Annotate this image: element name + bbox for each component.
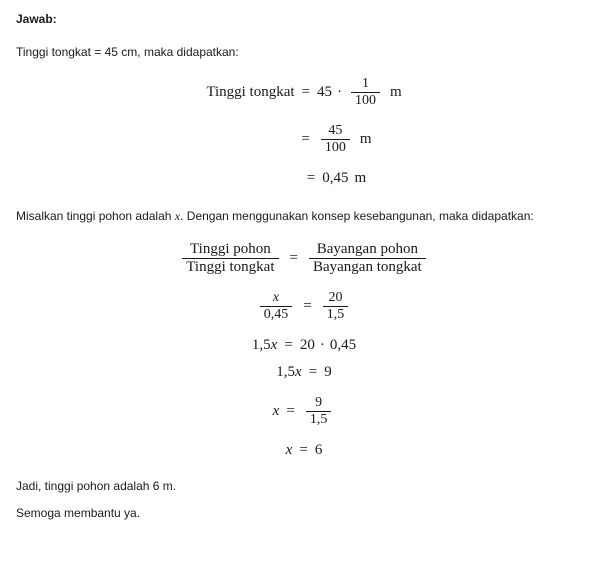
equation-3	[16, 171, 592, 186]
eq9-equals: =	[299, 441, 308, 458]
eq1-label: Tinggi tongkat	[206, 84, 295, 101]
conclusion-paragraph: Jadi, tinggi pohon adalah 6 m.	[16, 478, 177, 493]
eq5-left-numerator: x	[272, 289, 280, 305]
eq5-equals: =	[303, 297, 312, 314]
eq6-coefficient: 1,5	[251, 336, 271, 353]
eq8-variable: x	[272, 402, 280, 419]
eq4-left-fraction	[182, 242, 278, 275]
eq5-right-fraction	[323, 291, 349, 322]
equation-9	[16, 443, 592, 458]
eq1-unit: m	[390, 84, 402, 101]
eq1-value: 45	[317, 84, 332, 101]
eq9-value: 6	[314, 441, 323, 458]
answer-heading: Jawab:	[16, 12, 57, 26]
explanation-paragraph	[16, 208, 592, 225]
eq8-numerator: 9	[315, 394, 323, 410]
eq1-equals: =	[301, 84, 310, 101]
eq6-variable: x	[270, 336, 278, 353]
eq6-value-1: 20	[299, 336, 315, 353]
eq9-variable: x	[285, 441, 293, 458]
eq3-value: 0,45	[322, 170, 349, 187]
eq6-equals: =	[284, 336, 293, 353]
eq1-denominator: 100	[351, 92, 380, 108]
intro-paragraph: Tinggi tongkat = 45 cm, maka didapatkan:	[16, 45, 239, 59]
eq2-numerator: 45	[328, 123, 343, 139]
eq4-right-numerator: Bayangan pohon	[316, 240, 418, 257]
eq2-fraction	[321, 124, 350, 155]
equation-7	[16, 365, 592, 380]
explanation-variable: x	[174, 209, 181, 224]
explanation-text-2: . Dengan menggunakan konsep kesebangunan, maka didapatkan:	[180, 209, 534, 224]
eq7-equals: =	[308, 363, 318, 380]
eq5-right-denominator: 1,5	[323, 306, 349, 322]
eq7-variable: x	[295, 363, 302, 380]
eq7-value: 9	[324, 363, 332, 380]
equation-6	[16, 338, 592, 353]
eq5-left-denominator: 0,45	[260, 306, 293, 322]
eq2-unit: m	[359, 131, 372, 148]
eq6-value-2: 0,45	[329, 336, 357, 353]
eq1-fraction	[351, 77, 380, 108]
eq8-fraction	[306, 396, 332, 427]
eq6-dot: ·	[319, 336, 325, 353]
eq5-left-fraction	[260, 291, 293, 322]
equation-1	[16, 77, 592, 108]
equation-4	[16, 242, 592, 275]
eq2-equals: =	[301, 131, 310, 148]
eq4-right-denominator: Bayangan tongkat	[309, 258, 426, 275]
eq1-dot: ·	[337, 84, 342, 101]
eq8-equals: =	[286, 402, 295, 419]
eq4-right-fraction	[309, 242, 426, 275]
eq3-equals: =	[306, 170, 316, 187]
eq8-denominator: 1,5	[306, 411, 332, 427]
closing-paragraph: Semoga membantu ya.	[16, 506, 141, 521]
equation-2	[16, 124, 592, 155]
explanation-text-1: Misalkan tinggi pohon adalah	[16, 209, 175, 224]
eq3-unit: m	[354, 170, 367, 187]
eq4-equals: =	[289, 249, 298, 266]
equation-5	[16, 291, 592, 322]
eq4-left-numerator: Tinggi pohon	[190, 240, 271, 257]
eq2-denominator: 100	[321, 139, 350, 155]
eq7-coefficient: 1,5	[276, 363, 296, 380]
eq1-numerator: 1	[362, 76, 369, 92]
eq4-left-denominator: Tinggi tongkat	[182, 258, 278, 275]
equation-8	[16, 396, 592, 427]
eq5-right-numerator: 20	[328, 289, 343, 305]
